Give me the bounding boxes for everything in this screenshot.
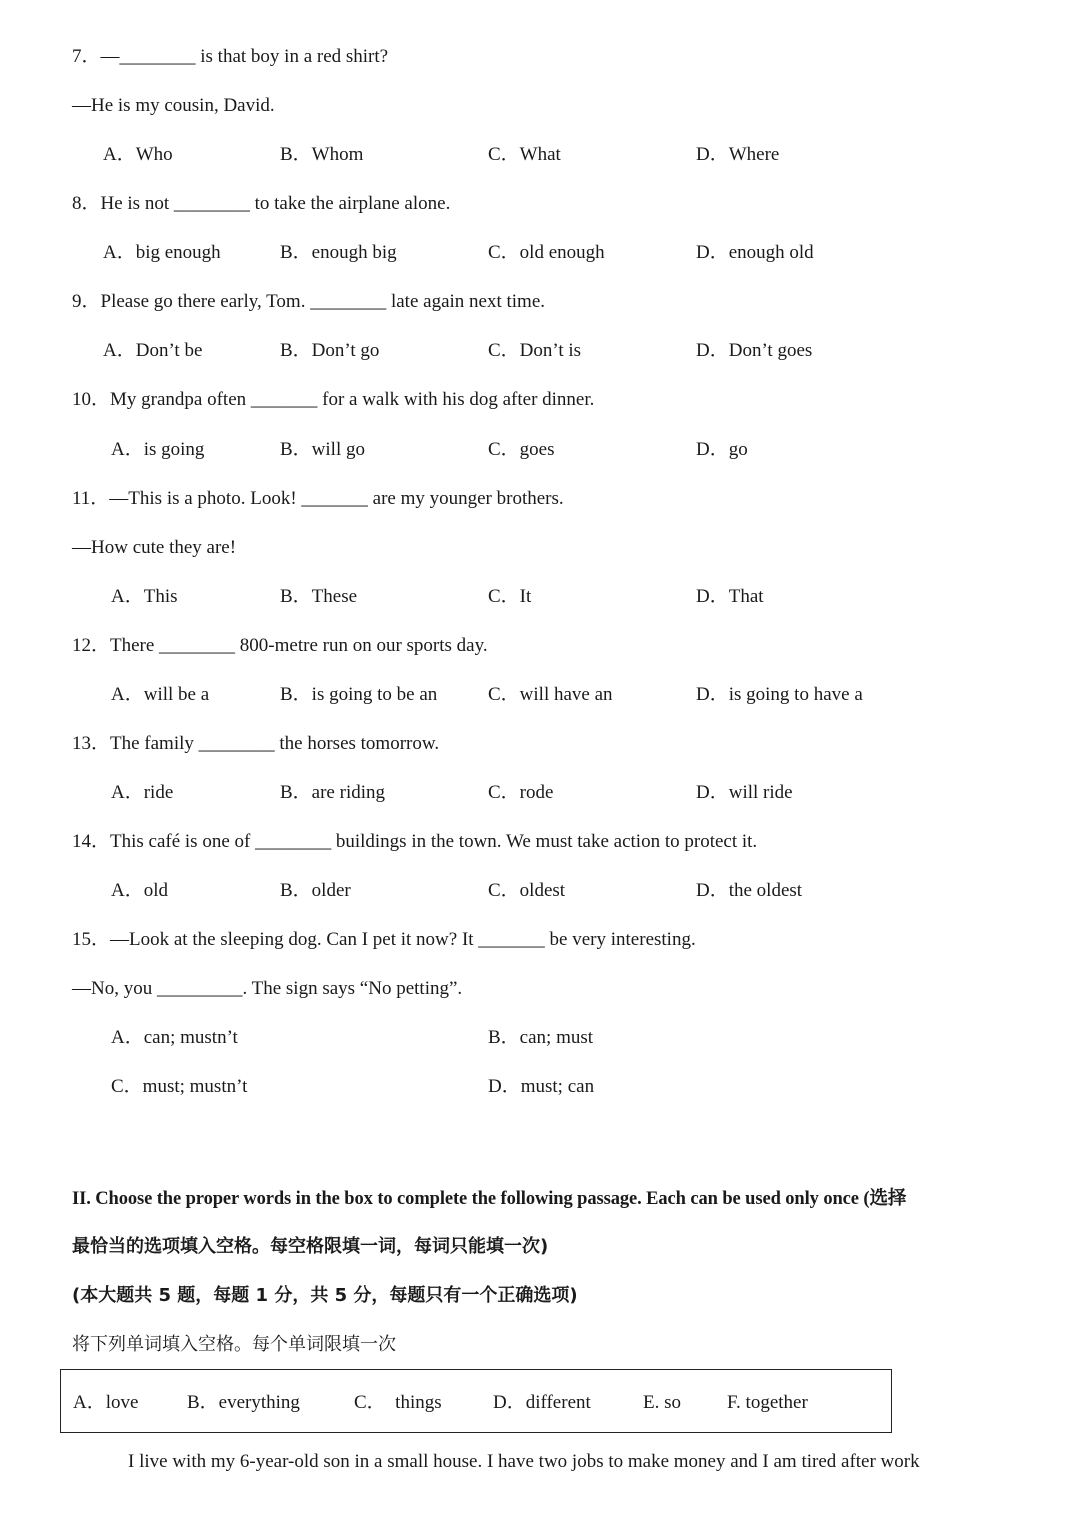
q10-option-a[interactable]: A．is going [111, 439, 205, 460]
word-box-item-f: F. together [727, 1392, 808, 1413]
q15-option-d[interactable]: D．must; can [488, 1076, 595, 1097]
q11-option-c[interactable]: C．It [488, 586, 532, 607]
q8-option-b[interactable]: B．enough big [280, 242, 397, 263]
q13-option-b[interactable]: B．are riding [280, 782, 386, 803]
question-11-stem: 11．—This is a photo. Look! _______ are my younger brothers. [72, 488, 564, 509]
section-2-scoring: (本大题共 5 题，每题 1 分，共 5 分，每题只有一个正确选项) [72, 1285, 578, 1306]
section-2-heading-cont: 最恰当的选项填入空格。每空格限填一词，每词只能填一次) [72, 1236, 549, 1257]
question-8-stem: 8．He is not ________ to take the airplane alone. [72, 193, 451, 214]
q7-option-d[interactable]: D．Where [696, 144, 780, 165]
word-box-item-d: D．different [493, 1392, 591, 1413]
question-15-stem: 15．—Look at the sleeping dog. Can I pet it now? It _______ be very interesting. [72, 929, 696, 950]
q15-option-c[interactable]: C．must; mustn’t [111, 1076, 248, 1097]
word-box [60, 1369, 892, 1433]
word-box-item-e: E. so [643, 1392, 681, 1413]
word-box-item-a: A．love [73, 1392, 139, 1413]
word-box-item-c: C． things [354, 1392, 442, 1413]
q10-option-c[interactable]: C．goes [488, 439, 555, 460]
q13-option-c[interactable]: C．rode [488, 782, 554, 803]
q13-option-a[interactable]: A．ride [111, 782, 174, 803]
passage-first-line: I live with my 6-year-old son in a small house. I have two jobs to make money and I am tired after work [128, 1451, 920, 1472]
question-14-stem: 14．This café is one of ________ buildings in the town. We must take action to protect it. [72, 831, 758, 852]
q15-option-b[interactable]: B．can; must [488, 1027, 594, 1048]
q8-option-a[interactable]: A．big enough [103, 242, 221, 263]
question-7-stem: 7．—________ is that boy in a red shirt? [72, 46, 389, 67]
q11-option-d[interactable]: D．That [696, 586, 764, 607]
q9-option-a[interactable]: A．Don’t be [103, 340, 203, 361]
q10-option-d[interactable]: D．go [696, 439, 748, 460]
q9-option-c[interactable]: C．Don’t is [488, 340, 582, 361]
q10-option-b[interactable]: B．will go [280, 439, 365, 460]
q15-option-a[interactable]: A．can; mustn’t [111, 1027, 238, 1048]
q11-option-a[interactable]: A．This [111, 586, 178, 607]
q7-option-b[interactable]: B．Whom [280, 144, 364, 165]
word-box-item-b: B．everything [187, 1392, 300, 1413]
q8-option-c[interactable]: C．old enough [488, 242, 605, 263]
q8-option-d[interactable]: D．enough old [696, 242, 814, 263]
question-7-answer: —He is my cousin, David. [72, 95, 275, 116]
section-2-heading: II. Choose the proper words in the box to complete the following passage. Each can be used only once (选择 [72, 1189, 907, 1209]
question-10-stem: 10．My grandpa often _______ for a walk with his dog after dinner. [72, 389, 595, 410]
q12-option-c[interactable]: C．will have an [488, 684, 613, 705]
q11-option-b[interactable]: B．These [280, 586, 358, 607]
q12-option-d[interactable]: D．is going to have a [696, 684, 863, 705]
question-15-answer: —No, you _________. The sign says “No petting”. [72, 978, 463, 999]
question-13-stem: 13．The family ________ the horses tomorrow. [72, 733, 440, 754]
q14-option-d[interactable]: D．the oldest [696, 880, 803, 901]
section-2-instruction: 将下列单词填入空格。每个单词限填一次 [72, 1334, 396, 1355]
q14-option-c[interactable]: C．oldest [488, 880, 566, 901]
q14-option-a[interactable]: A．old [111, 880, 169, 901]
q12-option-b[interactable]: B．is going to be an [280, 684, 438, 705]
q12-option-a[interactable]: A．will be a [111, 684, 210, 705]
q7-option-c[interactable]: C．What [488, 144, 561, 165]
question-12-stem: 12．There ________ 800-metre run on our sports day. [72, 635, 488, 656]
question-9-stem: 9．Please go there early, Tom. ________ late again next time. [72, 291, 546, 312]
q13-option-d[interactable]: D．will ride [696, 782, 793, 803]
question-11-answer: —How cute they are! [72, 537, 237, 558]
q14-option-b[interactable]: B．older [280, 880, 351, 901]
q9-option-b[interactable]: B．Don’t go [280, 340, 380, 361]
q7-option-a[interactable]: A．Who [103, 144, 173, 165]
q9-option-d[interactable]: D．Don’t goes [696, 340, 813, 361]
